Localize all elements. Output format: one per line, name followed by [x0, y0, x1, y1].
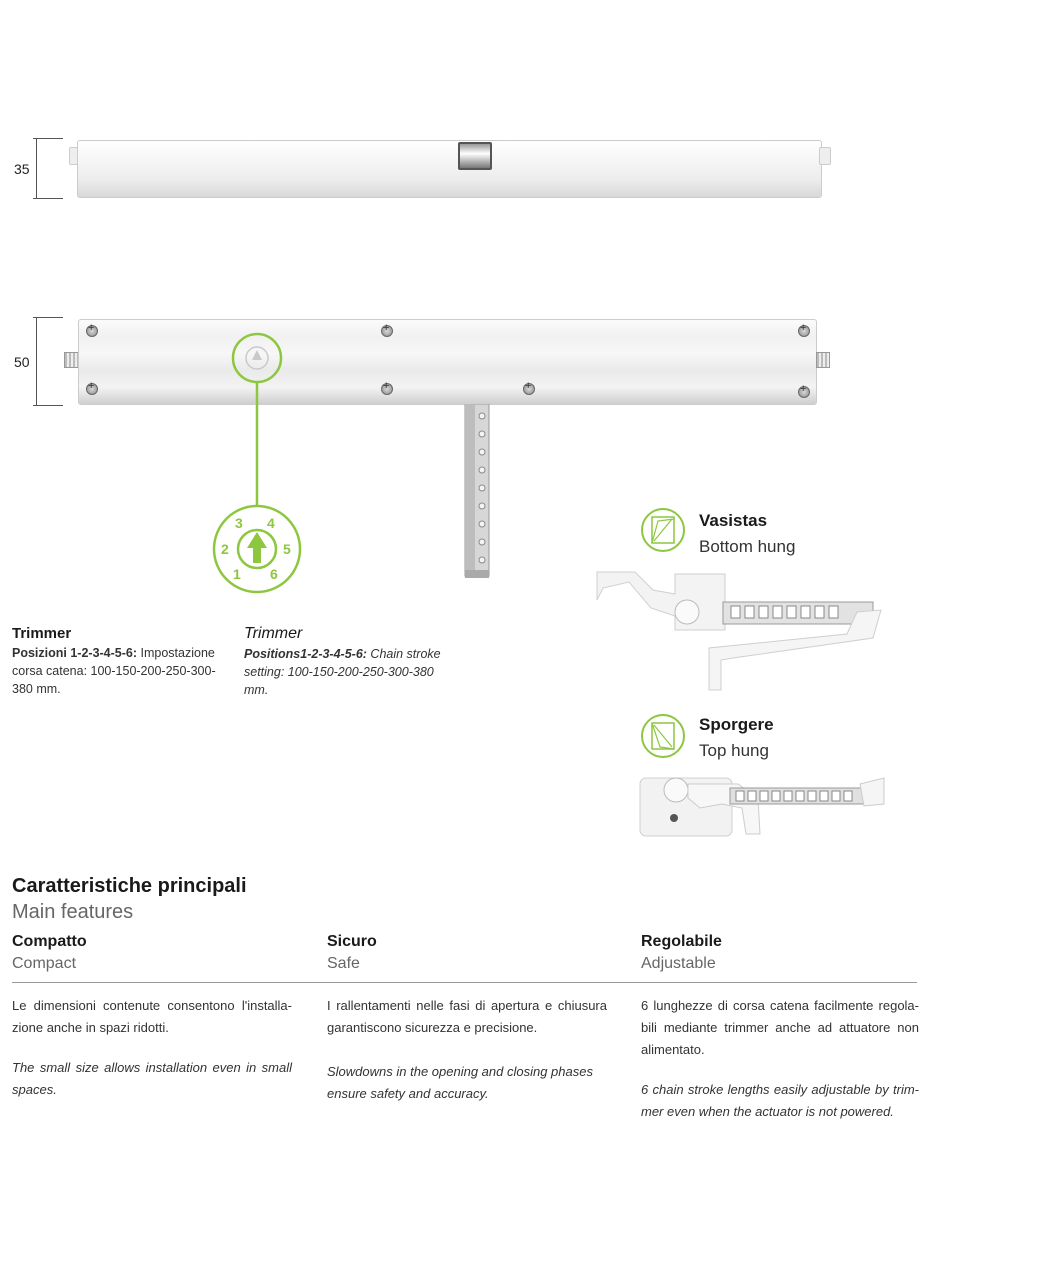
features-divider [12, 982, 917, 983]
trimmer-callout [205, 330, 315, 600]
dimension-label-50: 50 [14, 354, 30, 370]
screw-icon [523, 383, 535, 395]
top-hung-window-icon [640, 713, 686, 759]
feature-column-subtitle: Adjustable [641, 955, 716, 972]
opening-type-subtitle: Top hung [699, 741, 769, 760]
opening-type-subtitle: Bottom hung [699, 537, 796, 556]
screw-icon [798, 325, 810, 337]
feature-column-subtitle: Safe [327, 955, 360, 972]
actuator-top-end-right [819, 147, 831, 165]
feature-column-title: Regolabile [641, 933, 722, 950]
features-subtitle: Main features [12, 901, 134, 923]
dimension-label-35: 35 [14, 161, 30, 177]
dial-number: 5 [283, 541, 291, 557]
feature-text-en: Slowdowns in the opening and closing phases ensure safety and accuracy. [327, 1064, 593, 1101]
dial-number: 2 [221, 541, 229, 557]
bottom-hung-window-icon [640, 507, 686, 553]
trimmer-it-heading: Trimmer [12, 625, 72, 642]
features-title: Caratteristiche principali [12, 875, 247, 897]
feature-column-title: Sicuro [327, 933, 377, 950]
trimmer-en-block [244, 625, 444, 699]
feature-text-it: 6 lunghezze di corsa catena facilmente regola-bili mediante trimmer anche ad attuatore non alimentato. [641, 998, 919, 1057]
feature-column-title: Compatto [12, 933, 87, 950]
trimmer-en-body: Chain stroke setting: 100-150-200-250-300-380 mm. [244, 647, 441, 697]
dial-number: 4 [267, 515, 275, 531]
feature-text-en: 6 chain stroke lengths easily adjustable by trim-mer even when the actuator is not powered. [641, 1082, 919, 1119]
feature-text-it: I rallentamenti nelle fasi di apertura e chiusura garantiscono sicurezza e precisione. [327, 998, 607, 1035]
trimmer-it-text [12, 644, 222, 698]
trimmer-en-text [244, 645, 444, 699]
screw-icon [86, 383, 98, 395]
trimmer-it-block [12, 625, 222, 698]
actuator-front-end-right [816, 352, 830, 368]
chain-icon [462, 404, 492, 579]
actuator-top-view [77, 140, 822, 198]
screw-icon [381, 325, 393, 337]
opening-type-title: Sporgere [699, 715, 774, 734]
screw-icon [798, 386, 810, 398]
opening-type-title: Vasistas [699, 511, 768, 530]
dial-number: 1 [233, 566, 241, 582]
dial-number: 6 [270, 566, 278, 582]
feature-column-subtitle: Compact [12, 955, 77, 972]
feature-text-en: The small size allows installation even in small spaces. [12, 1060, 292, 1097]
trimmer-it-body: Impostazione corsa catena: 100-150-200-250-300-380 mm. [12, 646, 216, 696]
bracket-clip-icon [458, 142, 492, 170]
top-hung-bracket-image [638, 774, 888, 840]
bottom-hung-bracket-image [595, 568, 885, 693]
trimmer-en-lead: Positions1-2-3-4-5-6: [244, 647, 367, 661]
screw-icon [86, 325, 98, 337]
feature-text-it: Le dimensioni contenute consentono l'installa-zione anche in spazi ridotti. [12, 998, 292, 1035]
dial-number: 3 [235, 515, 243, 531]
trimmer-it-lead: Posizioni 1-2-3-4-5-6: [12, 646, 138, 660]
screw-icon [381, 383, 393, 395]
trimmer-en-heading: Trimmer [244, 625, 303, 642]
actuator-front-view [78, 319, 817, 405]
